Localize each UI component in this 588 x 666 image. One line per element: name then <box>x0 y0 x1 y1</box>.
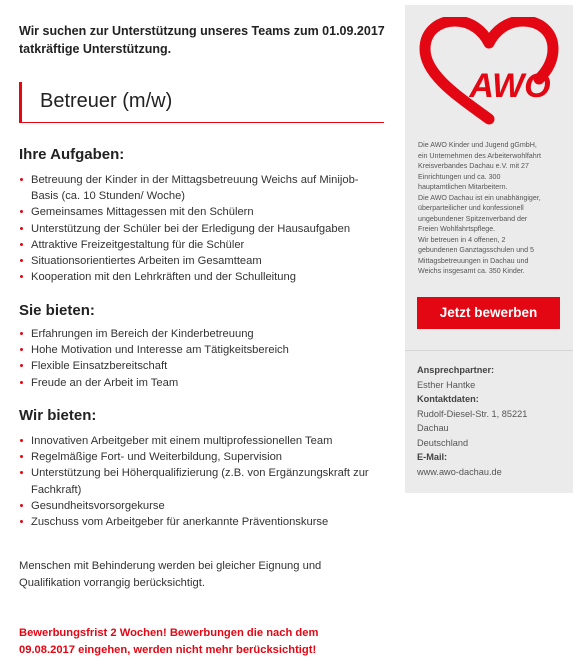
list-item: Gemeinsames Mittagessen mit den Schülern <box>19 204 385 220</box>
job-title: Betreuer (m/w) <box>40 90 173 112</box>
website-link[interactable]: www.awo-dachau.de <box>417 466 502 477</box>
section-heading-aufgaben: Ihre Aufgaben: <box>19 146 125 163</box>
contact-street: Rudolf-Diesel-Str. 1, 85221 <box>417 408 528 419</box>
intro-text: Wir suchen zur Unterstützung unseres Teams zum 01.09.2017 tatkräftige Unterstützung. <box>19 24 385 56</box>
list-item: Innovativen Arbeitgeber mit einem multiprofessionellen Team <box>19 433 385 449</box>
heart-logo-icon <box>419 17 559 127</box>
application-deadline: Bewerbungsfrist 2 Wochen! Bewerbungen die nach dem 09.08.2017 eingehen, werden nicht mehr berücksichtigt! <box>19 627 319 656</box>
about-line: Weichs insgesamt ca. 350 Kinder. <box>418 267 525 275</box>
contact-person: Esther Hantke <box>417 379 476 390</box>
list-item: Hohe Motivation und Interesse am Tätigkeitsbereich <box>19 342 385 358</box>
list-item: Erfahrungen im Bereich der Kinderbetreuung <box>19 326 385 342</box>
about-line: hauptamtlichen Mitarbeitern. <box>418 183 508 191</box>
list-item: Gesundheitsvorsorgekurse <box>19 498 385 514</box>
about-line: Die AWO Kinder und Jugend gGmbH, <box>418 141 537 149</box>
about-line: Einrichtungen und ca. 300 <box>418 172 501 181</box>
sidebar-divider <box>405 350 573 351</box>
contact-details-label: Kontaktdaten: <box>417 394 479 404</box>
list-item: Betreuung der Kinder in der Mittagsbetreuung Weichs auf Minijob-Basis (ca. 10 Stunden/ Woche) <box>19 172 385 204</box>
inclusion-note: Menschen mit Behinderung werden bei gleicher Eignung und Qualifikation vorrangig berücksichtigt. <box>19 560 322 589</box>
about-line: Freien Wohlfahrtspflege. <box>418 225 496 233</box>
about-text <box>418 140 568 277</box>
about-line: Kreisverbandes Dachau e.V. mit 27 <box>418 162 529 170</box>
section-heading-sie-bieten: Sie bieten: <box>19 302 95 319</box>
sie-bieten-list <box>19 326 385 391</box>
about-line: überparteilicher und konfessionell <box>418 204 524 212</box>
email-label: E-Mail: <box>417 452 448 462</box>
list-item: Freude an der Arbeit im Team <box>19 375 385 391</box>
apply-button[interactable]: Jetzt bewerben <box>417 297 560 329</box>
list-item: Zuschuss vom Arbeitgeber für anerkannte Präventionskurse <box>19 514 385 530</box>
about-line: Wir betreuen in 4 offenen, 2 <box>418 235 506 244</box>
list-item: Regelmäßige Fort- und Weiterbildung, Supervision <box>19 449 385 465</box>
list-item: Flexible Einsatzbereitschaft <box>19 358 385 374</box>
about-line: ungebundener Spitzenverband der <box>418 214 528 223</box>
aufgaben-list <box>19 172 385 285</box>
list-item: Situationsorientiertes Arbeiten im Gesamtteam <box>19 253 385 269</box>
list-item: Attraktive Freizeitgestaltung für die Schüler <box>19 237 385 253</box>
about-line: Die AWO Dachau ist ein unabhängiger, <box>418 193 541 202</box>
contact-country: Deutschland <box>417 437 469 448</box>
list-item: Kooperation mit den Lehrkräften und der Schulleitung <box>19 269 385 285</box>
list-item: Unterstützung bei Höherqualifizierung (z.B. von Ergänzungskraft zur Fachkraft) <box>19 465 385 497</box>
contact-block <box>417 363 567 479</box>
wir-bieten-list <box>19 433 385 530</box>
about-line: Mittagsbetreuungen in Dachau und <box>418 256 529 265</box>
contact-city: Dachau <box>417 423 449 433</box>
logo-text: AWO <box>469 67 551 105</box>
section-heading-wir-bieten: Wir bieten: <box>19 407 97 424</box>
about-line: ein Unternehmen des Arbeiterwohlfahrt <box>418 151 542 160</box>
about-line: gebundenen Ganztagsschulen und 5 <box>418 246 534 254</box>
list-item: Unterstützung der Schüler bei der Erledigung der Hausaufgaben <box>19 221 385 237</box>
contact-person-label: Ansprechpartner: <box>417 365 495 375</box>
sidebar <box>405 5 573 493</box>
job-title-box <box>19 82 384 123</box>
